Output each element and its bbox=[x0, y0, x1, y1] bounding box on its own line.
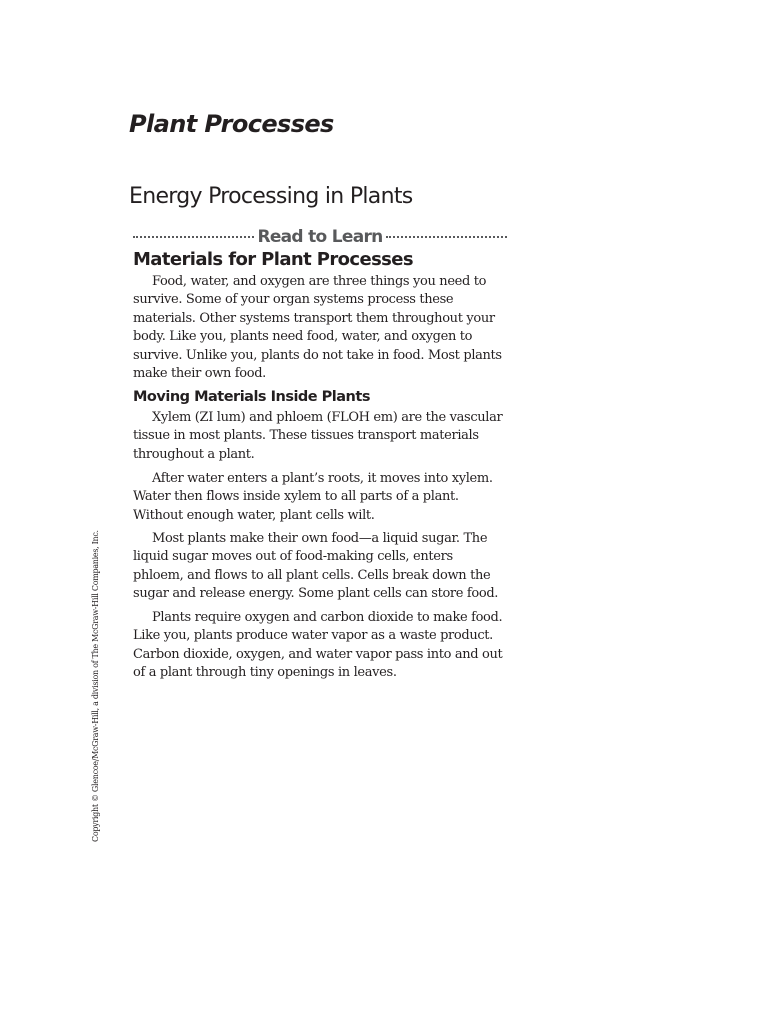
moving-paragraph-1-block bbox=[133, 409, 503, 464]
moving-paragraph-1: Xylem (ZI lum) and phloem (FLOH em) are the vascular tissue in most plants. These tissues transport materials throughout a plant. bbox=[133, 410, 503, 462]
banner-dotted-rule-right bbox=[386, 236, 507, 238]
read-to-learn-banner bbox=[133, 225, 507, 249]
materials-heading: Materials for Plant Processes bbox=[133, 249, 414, 270]
banner-label: Read to Learn bbox=[257, 227, 383, 247]
materials-paragraph: Food, water, and oxygen are three things you need to survive. Some of your organ systems process these materials. Other systems transport them throughout your body. Like you, plants need food, water, and oxygen to survive. Unlike you, plants do not take in food. Most plants make their own food. bbox=[133, 274, 502, 382]
moving-paragraph-3-block bbox=[133, 530, 503, 604]
materials-text bbox=[133, 273, 503, 383]
copyright-notice: Copyright © Glencoe/McGraw-Hill, a division of The McGraw-Hill Companies, Inc. bbox=[91, 530, 100, 842]
moving-paragraph-3: Most plants make their own food—a liquid sugar. The liquid sugar moves out of food-making cells, enters phloem, and flows to all plant cells. Cells break down the sugar and release energy. Some plant cells can store food. bbox=[133, 531, 499, 602]
chapter-title: Plant Processes bbox=[129, 110, 334, 138]
moving-paragraph-2: After water enters a plant’s roots, it moves into xylem. Water then flows inside xylem to all parts of a plant. Without enough water, plant cells wilt. bbox=[133, 471, 493, 523]
banner-dotted-rule-left bbox=[133, 236, 254, 238]
moving-paragraph-4: Plants require oxygen and carbon dioxide to make food. Like you, plants produce water vapor as a waste product. Carbon dioxide, oxygen, and water vapor pass into and out of a plant through tiny openings in leaves. bbox=[133, 610, 503, 681]
moving-paragraph-2-block bbox=[133, 470, 503, 525]
section-title: Energy Processing in Plants bbox=[129, 184, 413, 209]
moving-paragraph-4-block bbox=[133, 609, 503, 683]
moving-materials-heading: Moving Materials Inside Plants bbox=[133, 389, 370, 405]
